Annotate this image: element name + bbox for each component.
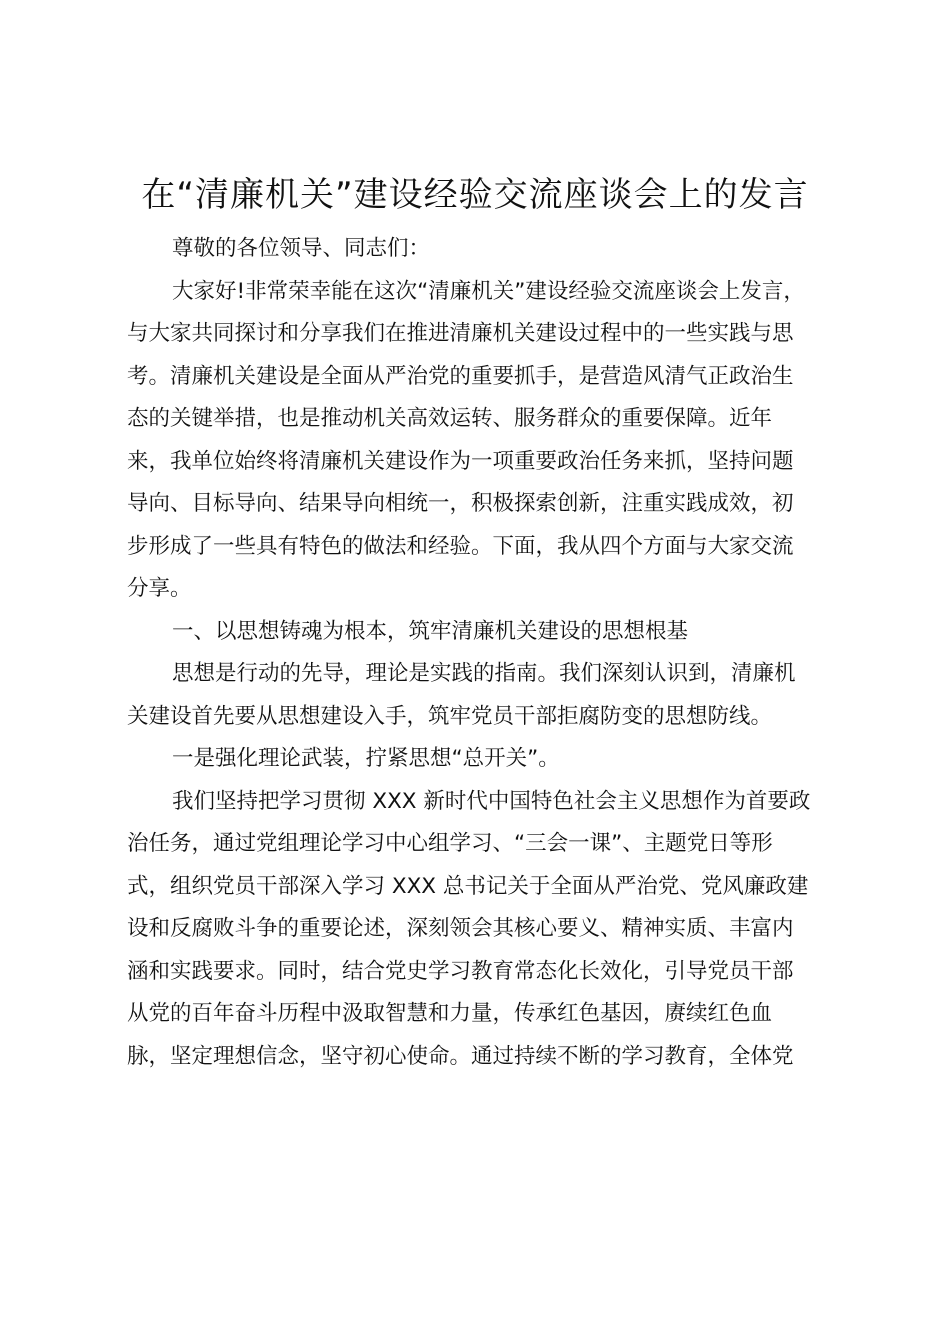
paragraph-line: 从党的百年奋斗历程中汲取智慧和力量，传承红色基因，赓续红色血 xyxy=(127,1001,773,1026)
paragraph-line: 态的关键举措，也是推动机关高效运转、服务群众的重要保障。近年 xyxy=(127,406,773,431)
paragraph-line: 步形成了一些具有特色的做法和经验。下面，我从四个方面与大家交流 xyxy=(127,533,794,559)
paragraph-line: 涵和实践要求。同时，结合党史学习教育常态化长效化，引导党员干部 xyxy=(127,958,794,984)
paragraph-line: 考。清廉机关建设是全面从严治党的重要抓手，是营造风清气正政治生 xyxy=(127,363,794,389)
paragraph-line: 我们坚持把学习贯彻 XXX 新时代中国特色社会主义思想作为首要政 xyxy=(172,788,811,814)
section-heading: 一、以思想铸魂为根本，筑牢清廉机关建设的思想根基 xyxy=(172,618,689,644)
paragraph-line: 大家好!非常荣幸能在这次“清廉机关”建设经验交流座谈会上发言， xyxy=(172,278,805,304)
document-body xyxy=(127,228,827,1078)
paragraph-line: 治任务，通过党组理论学习中心组学习、“三会一课”、主题党日等形 xyxy=(127,831,773,856)
paragraph-line: 式，组织党员干部深入学习 XXX 总书记关于全面从严治党、党风廉政建 xyxy=(127,873,809,899)
subheading: 一是强化理论武装，拧紧思想“总开关”。 xyxy=(172,746,560,771)
paragraph-line: 脉，坚定理想信念，坚守初心使命。通过持续不断的学习教育，全体党 xyxy=(127,1043,794,1069)
paragraph-line: 导向、目标导向、结果导向相统一，积极探索创新，注重实践成效，初 xyxy=(127,491,794,516)
paragraph-line: 与大家共同探讨和分享我们在推进清廉机关建设过程中的一些实践与思 xyxy=(127,321,794,346)
paragraph-line: 设和反腐败斗争的重要论述，深刻领会其核心要义、精神实质、丰富内 xyxy=(127,916,794,941)
paragraph-line: 来，我单位始终将清廉机关建设作为一项重要政治任务来抓，坚持问题 xyxy=(127,448,794,474)
salutation-line: 尊敬的各位领导、同志们： xyxy=(172,236,431,261)
paragraph-line: 关建设首先要从思想建设入手，筑牢党员干部拒腐防变的思想防线。 xyxy=(127,703,773,729)
document-title: 在“清廉机关”建设经验交流座谈会上的发言 xyxy=(141,175,809,215)
paragraph-line: 思想是行动的先导，理论是实践的指南。我们深刻认识到，清廉机 xyxy=(172,661,796,686)
paragraph-line: 分享。 xyxy=(127,576,192,601)
